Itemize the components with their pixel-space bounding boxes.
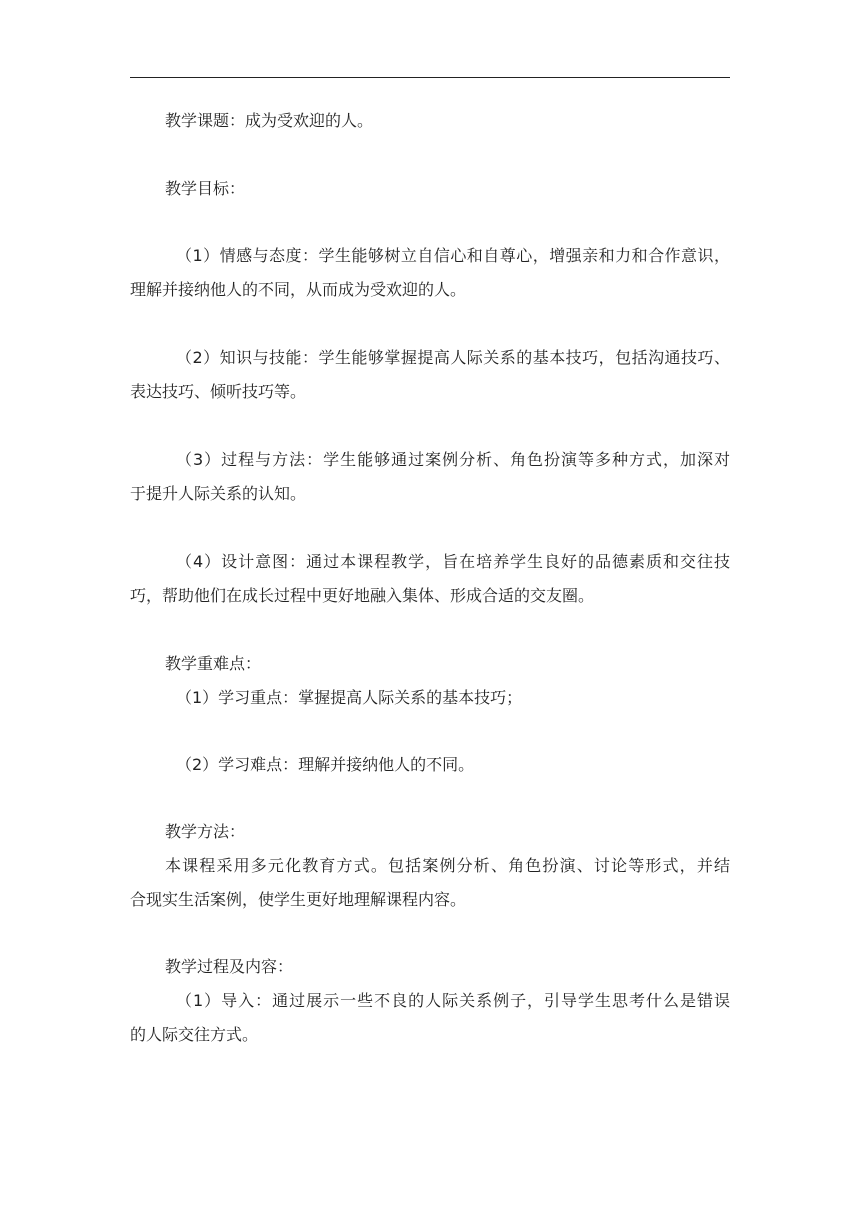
objective-4-line1: （4）设计意图：通过本课程教学，旨在培养学生良好的品德素质和交往技 (176, 552, 730, 571)
methods-line1: 本课程采用多元化教育方式。包括案例分析、角色扮演、讨论等形式，并结 (165, 856, 730, 875)
lesson-topic: 教学课题：成为受欢迎的人。 (165, 111, 374, 130)
process-heading: 教学过程及内容： (165, 957, 294, 976)
objective-1-line1: （1）情感与态度：学生能够树立自信心和自尊心，增强亲和力和合作意识， (176, 246, 730, 265)
process-1-line1: （1）导入：通过展示一些不良的人际关系例子，引导学生思考什么是错误 (176, 991, 730, 1010)
objective-1-line2: 理解并接纳他人的不同，从而成为受欢迎的人。 (130, 280, 467, 299)
objective-2-line2: 表达技巧、倾听技巧等。 (130, 382, 307, 401)
objective-3-line1: （3）过程与方法：学生能够通过案例分析、角色扮演等多种方式，加深对 (176, 450, 730, 469)
objectives-heading: 教学目标： (165, 179, 246, 198)
objective-3-line2: 于提升人际关系的认知。 (130, 484, 307, 503)
header-rule (130, 77, 730, 78)
key-point-1: （1）学习重点：掌握提高人际关系的基本技巧； (176, 688, 523, 707)
process-1-line2: 的人际交往方式。 (130, 1025, 259, 1044)
objective-4-line2: 巧，帮助他们在成长过程中更好地融入集体、形成合适的交友圈。 (130, 586, 595, 605)
methods-line2: 合现实生活案例，使学生更好地理解课程内容。 (130, 890, 467, 909)
objective-2-line1: （2）知识与技能：学生能够掌握提高人际关系的基本技巧，包括沟通技巧、 (176, 348, 730, 367)
key-point-2: （2）学习难点：理解并接纳他人的不同。 (176, 755, 475, 774)
methods-heading: 教学方法： (165, 822, 246, 841)
key-points-heading: 教学重难点： (165, 654, 262, 673)
